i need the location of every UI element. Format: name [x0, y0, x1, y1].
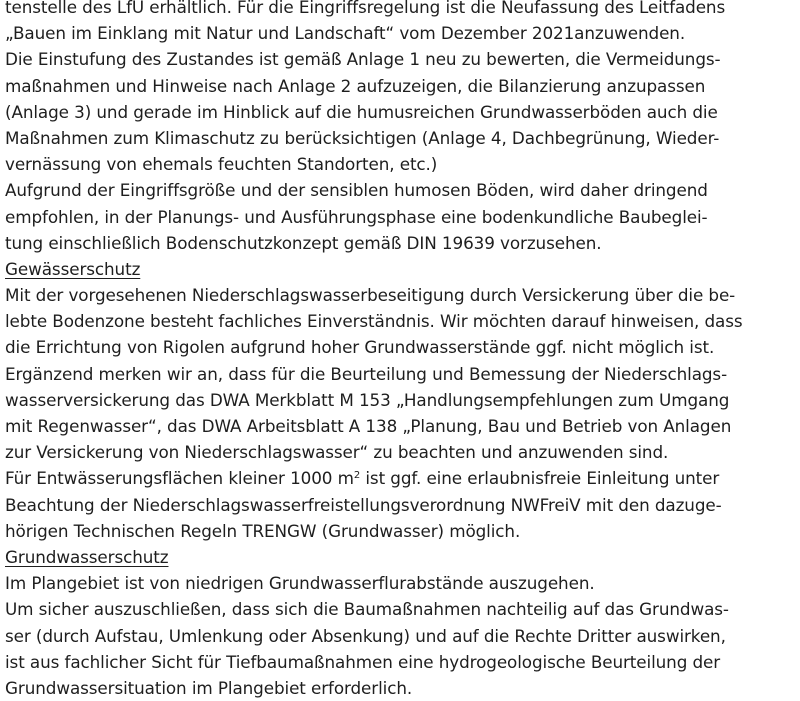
text-line: Die Einstufung des Zustandes ist gemäß Anlage 1 neu zu bewerten, die Vermeidungs- [5, 49, 721, 70]
text-line-area-limit [5, 465, 797, 491]
text-line: maßnahmen und Hinweise nach Anlage 2 aufzuzeigen, die Bilanzierung anzupassen [5, 75, 706, 96]
text-line: Beachtung der Niederschlagswasserfreistellungsverordnung NWFreiV mit den dazuge- [5, 494, 722, 515]
text-line: (Anlage 3) und gerade im Hinblick auf die humusreichen Grundwasserböden auch die [5, 101, 718, 122]
text-line: ser (durch Aufstau, Umlenkung oder Absenkung) und auf die Rechte Dritter auswirken, [5, 625, 726, 646]
text-line: die Errichtung von Rigolen aufgrund hoher Grundwasserstände ggf. nicht möglich ist. [5, 337, 715, 358]
text-line: zur Versickerung von Niederschlagswasser“ zu beachten und anzuwenden sind. [5, 442, 669, 463]
section-heading-grundwasserschutz: Grundwasserschutz [5, 546, 169, 567]
text-line: ist aus fachlicher Sicht für Tiefbaumaßnahmen eine hydrogeologische Beurteilung der [5, 651, 721, 672]
text-segment: Für Entwässerungsflächen kleiner 1000 m [5, 468, 354, 489]
text-line: tenstelle des LfU erhältlich. Für die Eingriffsregelung ist die Neufassung des Leitfadens [5, 0, 726, 17]
text-segment: ist ggf. eine erlaubnisfreie Einleitung unter [360, 468, 720, 489]
document-page [5, 0, 797, 701]
text-line: Um sicher auszuschließen, dass sich die Baumaßnahmen nachteilig auf das Grundwas- [5, 599, 729, 620]
text-line: Im Plangebiet ist von niedrigen Grundwasserflurabstände auszugehen. [5, 573, 595, 594]
text-line: wasserversickerung das DWA Merkblatt M 153 „Handlungsempfehlungen zum Umgang [5, 389, 730, 410]
text-line: tung einschließlich Bodenschutzkonzept gemäß DIN 19639 vorzusehen. [5, 232, 602, 253]
superscript-2: 2 [353, 470, 361, 482]
text-line: Ergänzend merken wir an, dass für die Beurteilung und Bemessung der Niederschlags- [5, 363, 728, 384]
text-line: Aufgrund der Eingriffsgröße und der sensiblen humosen Böden, wird daher dringend [5, 180, 708, 201]
text-line: „Bauen im Einklang mit Natur und Landschaft“ vom Dezember 2021anzuwenden. [5, 23, 686, 44]
section-heading-gewaesserschutz: Gewässerschutz [5, 258, 141, 279]
text-line: empfohlen, in der Planungs- und Ausführungsphase eine bodenkundliche Baubeglei- [5, 206, 708, 227]
text-line: vernässung von ehemals feuchten Standorten, etc.) [5, 154, 438, 175]
text-line: mit Regenwasser“, das DWA Arbeitsblatt A 138 „Planung, Bau und Betrieb von Anlagen [5, 416, 732, 436]
text-line: Mit der vorgesehenen Niederschlagswasserbeseitigung durch Versickerung über die be- [5, 285, 736, 306]
text-line: Grundwassersituation im Plangebiet erforderlich. [5, 677, 413, 698]
text-line: hörigen Technischen Regeln TRENGW (Grundwasser) möglich. [5, 520, 521, 541]
text-line: lebte Bodenzone besteht fachliches Einverständnis. Wir möchten darauf hinweisen, dass [5, 311, 743, 332]
text-line: Maßnahmen zum Klimaschutz zu berücksichtigen (Anlage 4, Dachbegrünung, Wieder- [5, 127, 720, 148]
